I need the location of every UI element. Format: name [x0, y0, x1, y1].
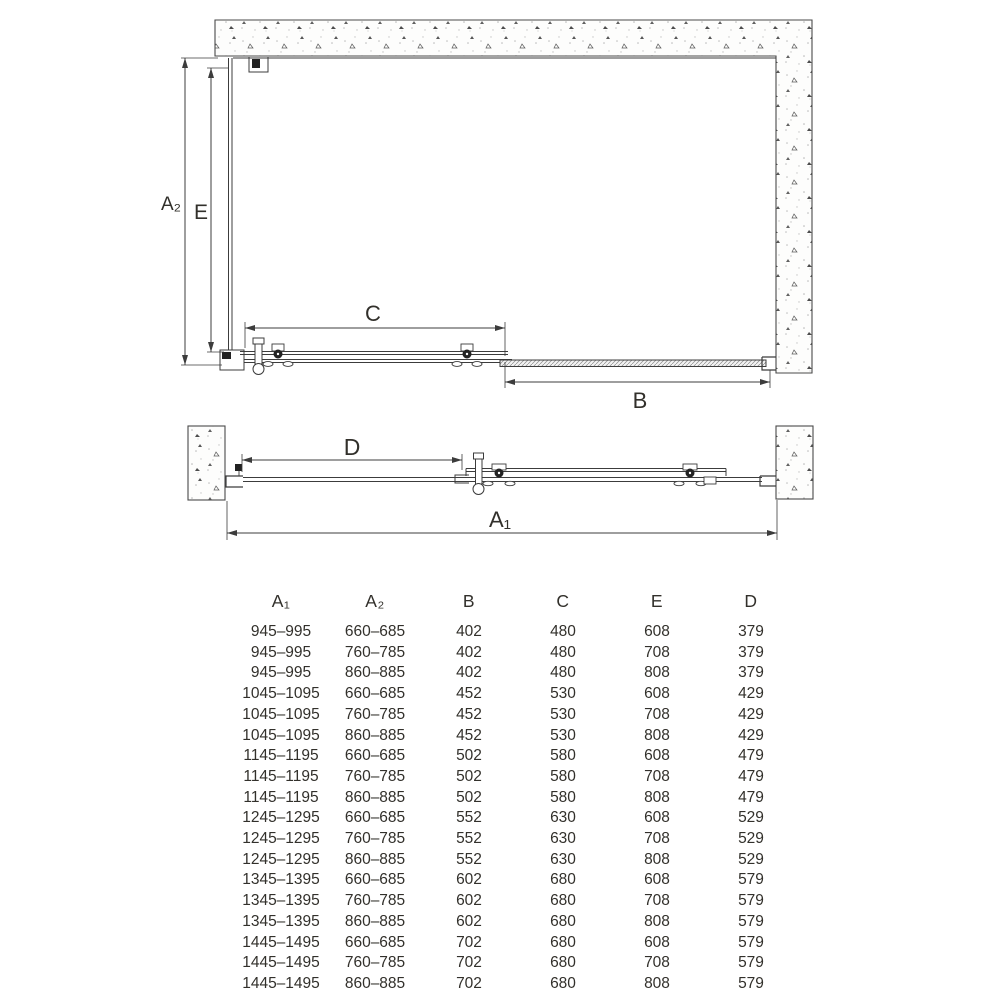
wall-bracket-left-front [226, 464, 243, 487]
table-cell: 808 [644, 912, 670, 930]
dim-label-b: B [632, 388, 648, 413]
table-cell: 708 [644, 892, 670, 910]
table-cell: 808 [644, 664, 670, 682]
front-view [188, 426, 813, 540]
table-cell: 552 [456, 830, 482, 848]
table-cell: 808 [644, 850, 670, 868]
table-cell: 608 [644, 933, 670, 951]
table-cell: 379 [738, 664, 764, 682]
column-header-b: B [462, 591, 476, 611]
roller-right [452, 344, 482, 366]
table-cell: 1345–1395 [242, 912, 320, 930]
dimension-d [242, 434, 462, 472]
table-cell: 708 [644, 830, 670, 848]
roller-front-left [483, 464, 515, 486]
table-header-row [234, 588, 798, 622]
table-row [234, 788, 798, 809]
table-cell: 630 [550, 809, 576, 827]
bottom-corner-profile [220, 350, 244, 370]
table-cell: 1445–1495 [242, 974, 320, 992]
dimension-table-body [234, 622, 798, 995]
table-row [234, 663, 798, 684]
wall-bracket-right-front [760, 476, 776, 486]
table-cell: 479 [738, 747, 764, 765]
table-cell: 760–785 [344, 892, 406, 910]
table-cell: 402 [456, 643, 482, 661]
table-cell: 760–785 [344, 954, 406, 972]
table-cell: 630 [550, 850, 576, 868]
table-cell: 608 [644, 685, 670, 703]
table-cell: 660–685 [344, 685, 406, 703]
table-cell: 479 [738, 767, 764, 785]
table-cell: 1145–1195 [243, 788, 319, 806]
table-cell: 708 [644, 767, 670, 785]
table-row [234, 953, 798, 974]
table-row [234, 705, 798, 726]
table-row [234, 933, 798, 954]
table-cell: 602 [456, 892, 482, 910]
table-cell: 680 [550, 892, 576, 910]
table-cell: 808 [644, 788, 670, 806]
table-cell: 760–785 [344, 830, 406, 848]
table-cell: 660–685 [344, 747, 406, 765]
roller-left [263, 344, 293, 366]
table-cell: 608 [644, 623, 670, 640]
table-row [234, 622, 798, 643]
table-cell: 760–785 [344, 643, 406, 661]
table-cell: 702 [456, 933, 482, 951]
table-cell: 608 [644, 871, 670, 889]
top-wall-profile [249, 57, 268, 72]
dim-label-c: C [365, 301, 381, 326]
dim-label-a2: A₂ [160, 194, 182, 215]
table-cell: 1045–1095 [242, 726, 320, 744]
table-cell: 479 [738, 788, 764, 806]
table-cell: 860–885 [344, 974, 406, 992]
table-cell: 579 [738, 954, 764, 972]
table-cell: 379 [738, 623, 764, 640]
table-cell: 502 [456, 747, 482, 765]
dimensions-table [234, 588, 798, 995]
table-cell: 429 [738, 726, 764, 744]
column-header-d: D [744, 591, 758, 611]
column-header-a1: A₁ [271, 591, 291, 611]
table-cell: 529 [738, 850, 764, 868]
table-row [234, 974, 798, 995]
table-cell: 402 [456, 623, 482, 640]
table-cell: 1045–1095 [242, 705, 320, 723]
table-cell: 660–685 [344, 871, 406, 889]
table-cell: 860–885 [344, 912, 406, 930]
table-cell: 860–885 [344, 664, 406, 682]
table-cell: 580 [550, 788, 576, 806]
column-header-a2: A₂ [365, 591, 385, 611]
table-cell: 529 [738, 830, 764, 848]
table-row [234, 808, 798, 829]
table-cell: 660–685 [344, 933, 406, 951]
table-cell: 529 [738, 809, 764, 827]
table-cell: 708 [644, 954, 670, 972]
table-cell: 680 [550, 912, 576, 930]
table-cell: 1345–1395 [242, 892, 320, 910]
table-cell: 530 [550, 726, 576, 744]
table-cell: 579 [738, 892, 764, 910]
table-cell: 945–995 [250, 643, 312, 661]
table-cell: 808 [644, 726, 670, 744]
dimension-b [505, 362, 770, 413]
table-cell: 480 [550, 643, 576, 661]
table-cell: 480 [550, 623, 576, 640]
table-cell: 630 [550, 830, 576, 848]
table-cell: 452 [456, 685, 482, 703]
table-cell: 1045–1095 [242, 685, 320, 703]
table-cell: 580 [550, 767, 576, 785]
table-row [234, 684, 798, 705]
table-cell: 1245–1295 [242, 809, 320, 827]
wall-top-right [215, 20, 812, 373]
table-cell: 860–885 [344, 850, 406, 868]
table-cell: 580 [550, 747, 576, 765]
table-cell: 608 [644, 809, 670, 827]
table-row [234, 850, 798, 871]
fixed-panel [500, 360, 766, 367]
table-cell: 452 [456, 726, 482, 744]
table-cell: 708 [644, 643, 670, 661]
table-cell: 480 [550, 664, 576, 682]
table-cell: 502 [456, 788, 482, 806]
table-cell: 608 [644, 747, 670, 765]
door-handle-front [473, 453, 484, 495]
table-cell: 579 [738, 974, 764, 992]
enclosure-outline [229, 58, 777, 352]
table-cell: 502 [456, 767, 482, 785]
table-cell: 660–685 [344, 623, 406, 640]
table-cell: 552 [456, 809, 482, 827]
table-row [234, 891, 798, 912]
table-cell: 680 [550, 933, 576, 951]
dimension-a1 [227, 500, 777, 540]
dimensions-table-head [234, 588, 798, 622]
table-cell: 945–995 [250, 664, 312, 682]
dim-label-d: D [343, 434, 361, 460]
table-cell: 708 [644, 705, 670, 723]
table-cell: 1445–1495 [242, 933, 320, 951]
table-row [234, 726, 798, 747]
table-cell: 452 [456, 705, 482, 723]
table-cell: 602 [456, 912, 482, 930]
table-cell: 760–785 [344, 705, 406, 723]
table-row [234, 746, 798, 767]
table-cell: 579 [738, 933, 764, 951]
table-cell: 552 [456, 850, 482, 868]
column-header-c: C [556, 591, 570, 611]
table-cell: 680 [550, 954, 576, 972]
table-cell: 429 [738, 705, 764, 723]
table-cell: 1345–1395 [242, 871, 320, 889]
table-cell: 429 [738, 685, 764, 703]
table-cell: 1145–1195 [243, 747, 319, 765]
wall-left-block [188, 426, 225, 500]
table-row [234, 829, 798, 850]
table-row [234, 643, 798, 664]
wall-right-block [776, 426, 813, 499]
door-handle [253, 338, 264, 375]
table-cell: 1145–1195 [243, 767, 319, 785]
table-row [234, 870, 798, 891]
table-cell: 702 [456, 954, 482, 972]
table-cell: 680 [550, 871, 576, 889]
dimension-e [194, 68, 229, 352]
table-cell: 760–785 [344, 767, 406, 785]
table-row [234, 767, 798, 788]
table-cell: 579 [738, 871, 764, 889]
plan-view [161, 20, 812, 413]
table-cell: 379 [738, 643, 764, 661]
table-cell: 945–995 [250, 623, 312, 640]
table-cell: 860–885 [344, 726, 406, 744]
table-row [234, 912, 798, 933]
table-cell: 660–685 [344, 809, 406, 827]
table-cell: 602 [456, 871, 482, 889]
roller-front-right [674, 464, 716, 486]
table-cell: 1245–1295 [242, 850, 320, 868]
table-cell: 808 [644, 974, 670, 992]
column-header-e: E [650, 591, 664, 611]
table-cell: 860–885 [344, 788, 406, 806]
table-cell: 702 [456, 974, 482, 992]
dimension-a2 [161, 58, 222, 365]
table-cell: 402 [456, 664, 482, 682]
table-cell: 680 [550, 974, 576, 992]
table-cell: 579 [738, 912, 764, 930]
table-cell: 1445–1495 [242, 954, 320, 972]
dim-label-e: E [193, 201, 209, 224]
dim-label-a1: A₁ [488, 507, 512, 532]
table-cell: 1245–1295 [242, 830, 320, 848]
table-cell: 530 [550, 705, 576, 723]
table-cell: 530 [550, 685, 576, 703]
